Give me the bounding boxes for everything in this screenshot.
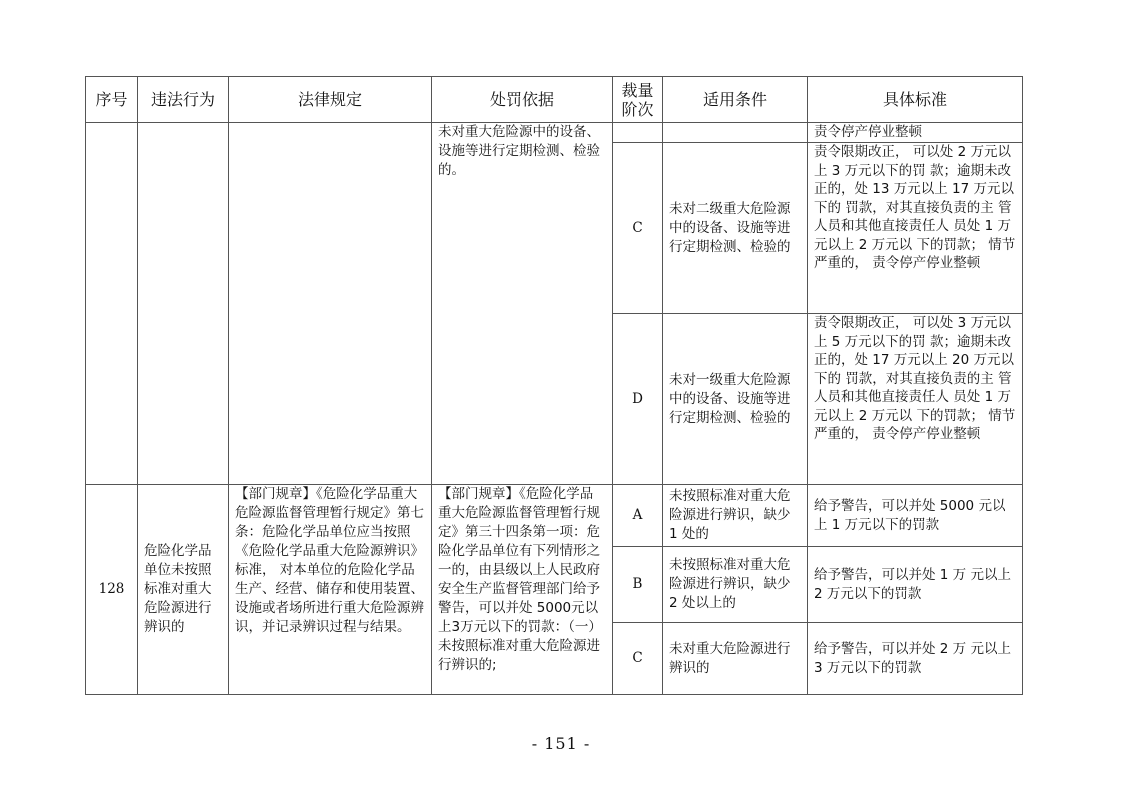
table-row bbox=[86, 123, 1023, 143]
cell-level: D bbox=[613, 314, 663, 485]
page-number: - 151 - bbox=[531, 734, 591, 753]
cell-condition: 未对重大危险源进行辨识的 bbox=[663, 623, 808, 695]
header-no: 序号 bbox=[86, 77, 138, 123]
header-row bbox=[86, 77, 1023, 123]
cell-standard: 给予警告，可以并处 1 万 元以上 2 万元以下的罚款 bbox=[808, 547, 1023, 623]
header-law: 法律规定 bbox=[229, 77, 432, 123]
cell-basis: 未对重大危险源中的设备、设施等进行定期检测、检验的。 bbox=[432, 123, 613, 485]
cell-standard: 给予警告，可以并处 2 万 元以上 3 万元以下的罚款 bbox=[808, 623, 1023, 695]
header-standard: 具体标准 bbox=[808, 77, 1023, 123]
cell-behavior: 危险化学品单位未按照标准对重大危险源进行辨识的 bbox=[138, 485, 229, 695]
cell-level: B bbox=[613, 547, 663, 623]
header-level: 裁量阶次 bbox=[613, 77, 663, 123]
header-condition: 适用条件 bbox=[663, 77, 808, 123]
cell-condition: 未对二级重大危险源中的设备、设施等进行定期检测、检验的 bbox=[663, 143, 808, 314]
cell-level: A bbox=[613, 485, 663, 547]
table-row bbox=[86, 485, 1023, 547]
cell-no: 128 bbox=[86, 485, 138, 695]
cell-condition-empty bbox=[663, 123, 808, 143]
cell-level: C bbox=[613, 623, 663, 695]
cell-standard: 给予警告，可以并处 5000 元以上 1 万元以下的罚款 bbox=[808, 485, 1023, 547]
cell-standard: 责令限期改正， 可以处 2 万元以上 3 万元以下的罚 款；逾期未改正的，处 13 万元以上 17 万元以下的 罚款，对其直接负责的主 管人员和其他直接责任人 员处 1 万元以上 2 万元以 下的罚款； 情节严重的， 责令停产停业整顿 bbox=[808, 143, 1023, 314]
header-basis: 处罚依据 bbox=[432, 77, 613, 123]
cell-basis: 【部门规章】《危险化学品重大危险源监督管理暂行规定》第三十四条第一项：危险化学品单位有下列情形之一的，由县级以上人民政府安全生产监督管理部门给予警告，可以并处 5000元以上3万元以下的罚款：（一）未按照标准对重大危险源进行辨识的; bbox=[432, 485, 613, 695]
cell-standard: 责令限期改正， 可以处 3 万元以上 5 万元以下的罚 款；逾期未改正的，处 17 万元以上 20 万元以下的 罚款，对其直接负责的主 管人员和其他直接责任人 员处 1 万元以上 2 万元以 下的罚款； 情节严重的， 责令停产停业整顿 bbox=[808, 314, 1023, 485]
cell-condition: 未按照标准对重大危险源进行辨识，缺少 1 处的 bbox=[663, 485, 808, 547]
penalty-standards-table bbox=[85, 76, 1023, 695]
cell-standard: 责令停产停业整顿 bbox=[808, 123, 1023, 143]
cell-condition: 未按照标准对重大危险源进行辨识，缺少 2 处以上的 bbox=[663, 547, 808, 623]
cell-level-empty bbox=[613, 123, 663, 143]
cell-law-empty bbox=[229, 123, 432, 485]
cell-no-empty bbox=[86, 123, 138, 485]
cell-behavior-empty bbox=[138, 123, 229, 485]
cell-condition: 未对一级重大危险源中的设备、设施等进行定期检测、检验的 bbox=[663, 314, 808, 485]
header-behavior: 违法行为 bbox=[138, 77, 229, 123]
cell-law: 【部门规章】《危险化学品重大危险源监督管理暂行规定》第七条：危险化学品单位应当按照《危险化学品重大危险源辨识》标准， 对本单位的危险化学品生产、经营、储存和使用装置、设施或者场所进行重大危险源辨识，并记录辨识过程与结果。 bbox=[229, 485, 432, 695]
cell-level: C bbox=[613, 143, 663, 314]
